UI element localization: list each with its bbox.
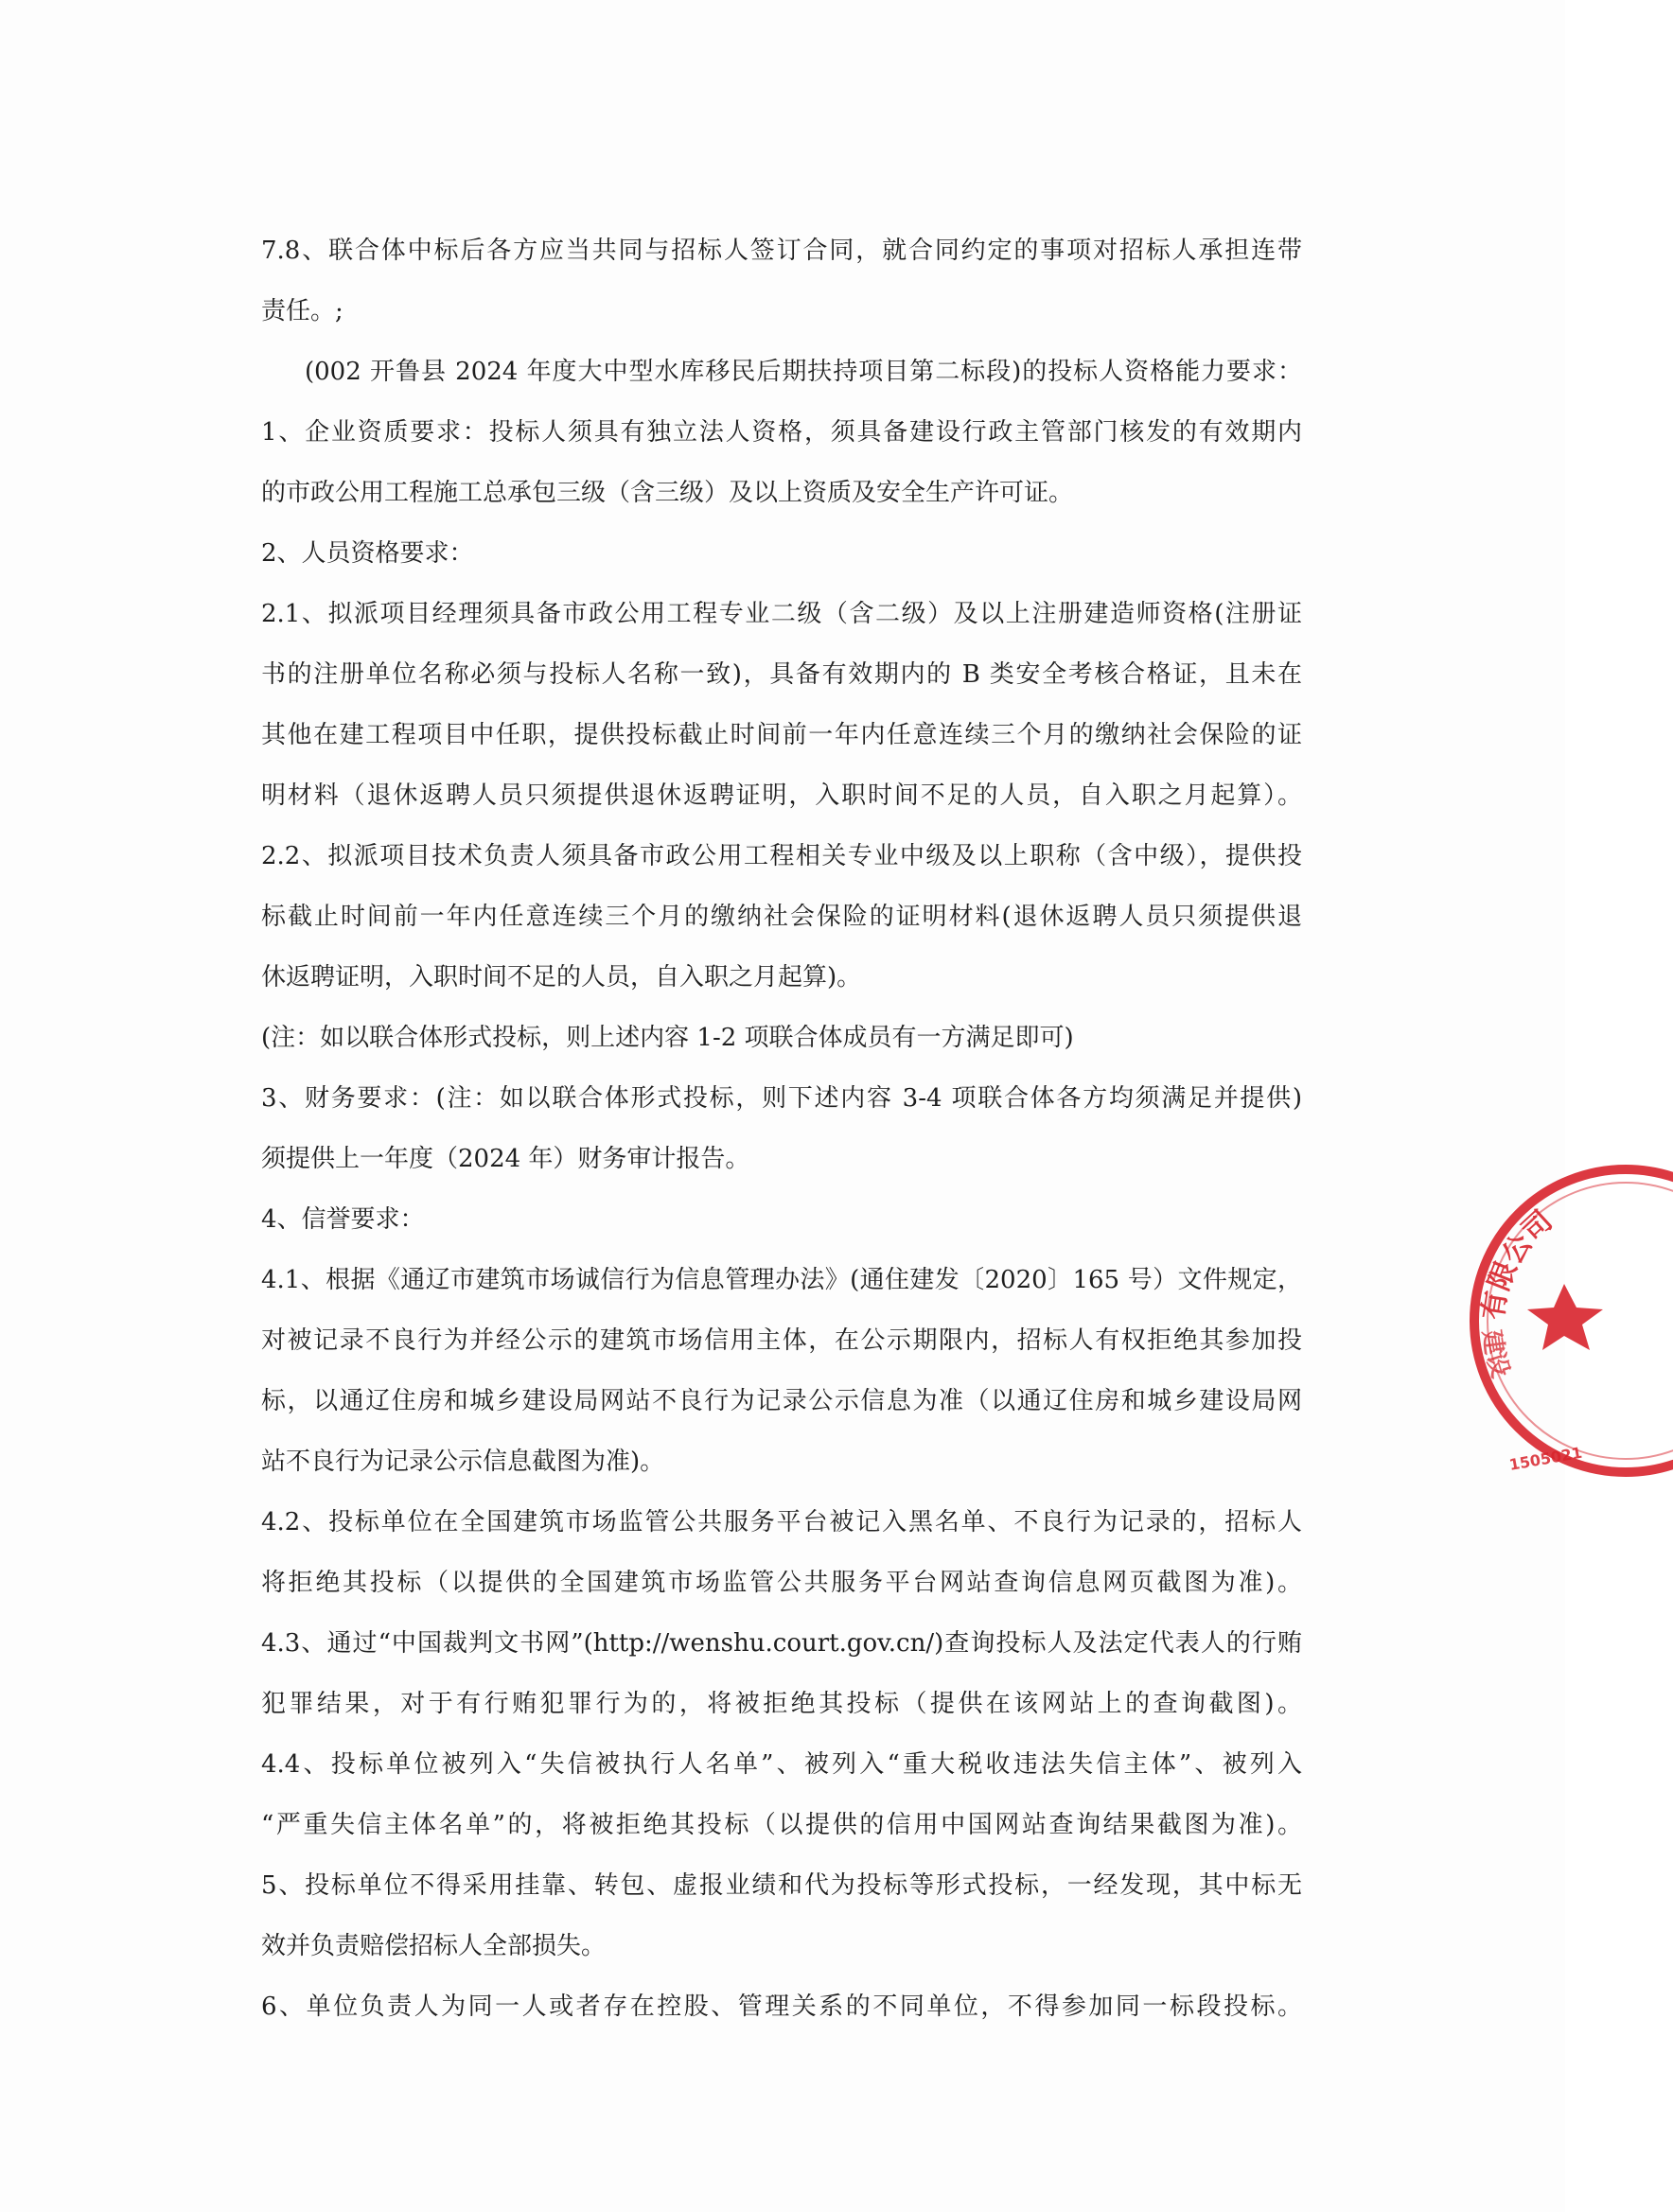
text-line: 休返聘证明，入职时间不足的人员，自入职之月起算)。 — [261, 963, 862, 992]
text-line: 标，以通辽住房和城乡建设局网站不良行为记录公示信息为准（以通辽住房和城乡建设局网 — [261, 1387, 1302, 1415]
seal-text-side: 建设 — [1476, 1328, 1515, 1381]
document-body — [250, 231, 1302, 2047]
text-line: 3、财务要求：(注：如以联合体形式投标，则下述内容 3-4 项联合体各方均须满足并提供) — [261, 1084, 1302, 1113]
seal-text-top: 有限公司 — [1476, 1204, 1559, 1323]
text-line: 2.1、拟派项目经理须具备市政公用工程专业二级（含二级）及以上注册建造师资格(注册证 — [261, 600, 1302, 628]
text-line: 责任。; — [261, 297, 343, 325]
text-line: 站不良行为记录公示信息截图为准)。 — [261, 1448, 665, 1476]
text-line: 其他在建工程项目中任职，提供投标截止时间前一年内任意连续三个月的缴纳社会保险的证 — [261, 721, 1302, 749]
text-line: 书的注册单位名称必须与投标人名称一致)，具备有效期内的 B 类安全考核合格证，且未在 — [261, 660, 1302, 689]
text-line: 7.8、联合体中标后各方应当共同与招标人签订合同，就合同约定的事项对招标人承担连带 — [261, 237, 1302, 265]
text-line: 2、人员资格要求： — [261, 539, 474, 568]
text-line: 1、企业资质要求：投标人须具有独立法人资格，须具备建设行政主管部门核发的有效期内 — [261, 418, 1302, 447]
text-line: 4、信誉要求： — [261, 1205, 425, 1234]
text-line: 标截止时间前一年内任意连续三个月的缴纳社会保险的证明材料(退休返聘人员只须提供退 — [261, 903, 1302, 931]
text-line: 4.1、根据《通辽市建筑市场诚信行为信息管理办法》(通住建发〔2020〕165 号）文件规定， — [261, 1266, 1302, 1294]
text-line: 须提供上一年度（2024 年）财务审计报告。 — [261, 1145, 750, 1173]
seal-number: 1505021 — [1507, 1443, 1584, 1474]
seal-stamp-icon — [1465, 1156, 1673, 1485]
text-line: 犯罪结果，对于有行贿犯罪行为的，将被拒绝其投标（提供在该网站上的查询截图)。 — [261, 1690, 1302, 1718]
text-line: 对被记录不良行为并经公示的建筑市场信用主体，在公示期限内，招标人有权拒绝其参加投 — [261, 1326, 1302, 1355]
text-line: 4.4、投标单位被列入“失信被执行人名单”、被列入“重大税收违法失信主体”、被列入 — [261, 1750, 1302, 1779]
text-line: 的市政公用工程施工总承包三级（含三级）及以上资质及安全生产许可证。 — [261, 479, 1074, 507]
text-line: (002 开鲁县 2024 年度大中型水库移民后期扶持项目第二标段)的投标人资格能力要求： — [305, 358, 1302, 386]
text-line: 2.2、拟派项目技术负责人须具备市政公用工程相关专业中级及以上职称（含中级），提供投 — [261, 842, 1302, 870]
company-seal — [1465, 1156, 1584, 1485]
text-line: (注：如以联合体形式投标，则上述内容 1-2 项联合体成员有一方满足即可) — [261, 1024, 1074, 1052]
text-line: 6、单位负责人为同一人或者存在控股、管理关系的不同单位，不得参加同一标段投标。 — [261, 1993, 1302, 2021]
text-line: “严重失信主体名单”的，将被拒绝其投标（以提供的信用中国网站查询结果截图为准)。 — [261, 1811, 1302, 1839]
text-line: 5、投标单位不得采用挂靠、转包、虚报业绩和代为投标等形式投标，一经发现，其中标无 — [261, 1871, 1302, 1900]
text-line: 明材料（退休返聘人员只须提供退休返聘证明，入职时间不足的人员，自入职之月起算）。 — [261, 781, 1302, 810]
text-line: 4.2、投标单位在全国建筑市场监管公共服务平台被记入黑名单、不良行为记录的，招标人 — [261, 1508, 1302, 1536]
text-line: 将拒绝其投标（以提供的全国建筑市场监管公共服务平台网站查询信息网页截图为准)。 — [261, 1569, 1302, 1597]
text-line: 效并负责赔偿招标人全部损失。 — [261, 1932, 607, 1960]
text-line: 4.3、通过“中国裁判文书网”(http://wenshu.court.gov.cn/)查询投标人及法定代表人的行贿 — [261, 1629, 1302, 1658]
